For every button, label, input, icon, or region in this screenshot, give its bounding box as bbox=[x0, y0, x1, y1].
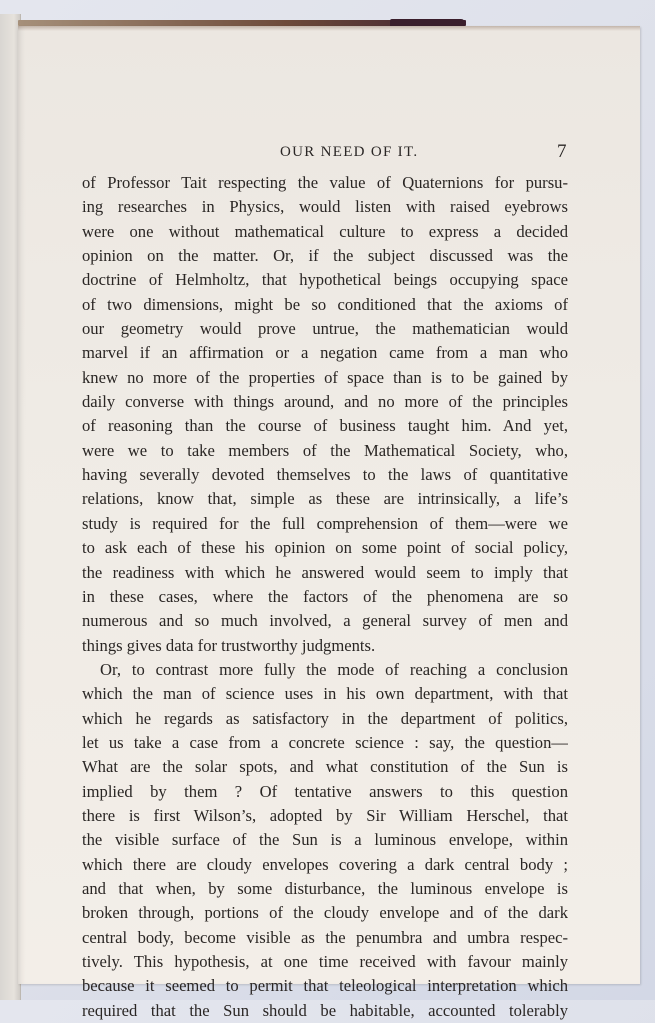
text-line: daily converse with things around, and no more of the principles bbox=[82, 392, 568, 412]
text-line: were one without mathematical culture to express a decided bbox=[82, 221, 568, 241]
text-line: of two dimensions, might be so conditioned that the axioms of bbox=[82, 294, 568, 314]
text-line: implied by them ? Of tentative answers to this question bbox=[82, 781, 568, 801]
page-number: 7 bbox=[557, 141, 567, 162]
text-line: What are the solar spots, and what constitution of the Sun is bbox=[82, 757, 568, 777]
text-line: required that the Sun should be habitable, accounted tolerably bbox=[82, 1000, 568, 1020]
text-line: of Professor Tait respecting the value of Quaternions for pursu- bbox=[82, 173, 568, 192]
text-line: tively. This hypothesis, at one time received with favour mainly bbox=[82, 952, 568, 971]
text-line: the visible surface of the Sun is a luminous envelope, within bbox=[82, 830, 568, 850]
text-line: having severally devoted themselves to the laws of quantitative bbox=[82, 465, 568, 485]
text-line: because it seemed to permit that teleological interpretation which bbox=[82, 976, 568, 996]
text-line: to ask each of these his opinion on some point of social policy, bbox=[82, 538, 568, 558]
text-line: doctrine of Helmholtz, that hypothetical beings occupying space bbox=[82, 270, 568, 290]
text-line: marvel if an affirmation or a negation came from a man who bbox=[82, 343, 568, 363]
body-text bbox=[82, 171, 568, 1023]
text-line: our geometry would prove untrue, the mathematician would bbox=[82, 319, 568, 339]
text-line: were we to take members of the Mathematical Society, who, bbox=[82, 440, 568, 460]
text-line: relations, know that, simple as these are intrinsically, a life’s bbox=[82, 489, 568, 509]
running-title: OUR NEED OF IT. bbox=[280, 144, 419, 160]
text-line: of reasoning than the course of business taught him. And yet, bbox=[82, 416, 568, 436]
text-line: and that when, by some disturbance, the luminous envelope is bbox=[82, 878, 568, 898]
text-line-paragraph-end: things gives data for trustworthy judgments. bbox=[82, 635, 376, 655]
text-line: which the man of science uses in his own department, with that bbox=[82, 684, 568, 704]
text-line: study is required for the full comprehension of them—were we bbox=[82, 513, 568, 533]
text-line: the readiness with which he answered would seem to imply that bbox=[82, 562, 568, 582]
book-page bbox=[18, 26, 640, 1020]
text-line: opinion on the matter. Or, if the subject discussed was the bbox=[82, 246, 568, 266]
text-line: which there are cloudy envelopes covering a dark central body ; bbox=[82, 854, 568, 874]
text-line: numerous and so much involved, a general survey of men and bbox=[82, 611, 568, 631]
text-line: let us take a case from a concrete science : say, the question— bbox=[82, 732, 568, 752]
page-top-shadow bbox=[18, 26, 640, 31]
text-line: knew no more of the properties of space than is to be gained by bbox=[82, 367, 568, 387]
text-line: which he regards as satisfactory in the department of politics, bbox=[82, 708, 568, 728]
text-line: in these cases, where the factors of the phenomena are so bbox=[82, 586, 568, 606]
text-line: ing researches in Physics, would listen with raised eyebrows bbox=[82, 197, 568, 217]
text-line-paragraph-start: Or, to contrast more fully the mode of reaching a conclusion bbox=[100, 659, 568, 679]
text-line: broken through, portions of the cloudy envelope and of the dark bbox=[82, 903, 568, 923]
text-line: there is first Wilson’s, adopted by Sir William Herschel, that bbox=[82, 805, 568, 825]
text-line: central body, become visible as the penumbra and umbra respec- bbox=[82, 927, 568, 947]
